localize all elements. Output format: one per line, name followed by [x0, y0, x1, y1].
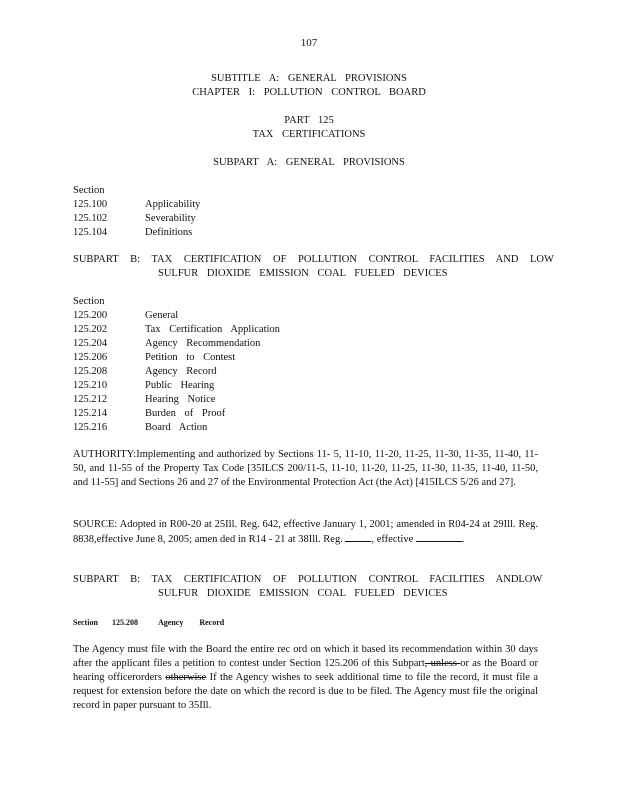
toc-b-num: 125.210	[73, 380, 108, 391]
part-heading: PART 125	[284, 115, 334, 126]
toc-b-title: Burden of Proof	[145, 408, 226, 419]
struck-text: , unless	[424, 658, 461, 669]
toc-b-title: Hearing Notice	[145, 394, 216, 405]
toc-b-num: 125.206	[73, 352, 108, 363]
subtitle-heading: SUBTITLE A: GENERAL PROVISIONS	[211, 73, 407, 84]
toc-a-num: 125.100	[73, 199, 108, 210]
body-text: If the Agency wishes to seek additional time to file the record, it must file a request for extension before the date on which the record is due to be filed. The Agency must file the original record in paper pursuant to 35Ill.	[73, 672, 539, 711]
toc-b-num: 125.208	[73, 366, 108, 377]
subpart-b-heading-line1: SUBPART B: TAX CERTIFICATION OF POLLUTION CONTROL FACILITIES AND LOW	[73, 254, 554, 265]
subpart-a-heading: SUBPART A: GENERAL PROVISIONS	[213, 157, 405, 168]
toc-b-title: Agency Recommendation	[145, 338, 261, 349]
blank-line	[416, 532, 462, 542]
toc-a-num: 125.102	[73, 213, 108, 224]
body-text: The Agency must file with the Board the entire rec ord on which it based its recommendation within 30 days after the applicant files a petition to contest under Section 125.206 of this Subpart	[73, 644, 538, 669]
toc-b-num: 125.214	[73, 408, 108, 419]
toc-b-num: 125.216	[73, 422, 108, 433]
toc-b-num: 125.202	[73, 324, 108, 335]
toc-a-num: 125.104	[73, 227, 108, 238]
subpart-b-heading-line2: SULFUR DIOXIDE EMISSION COAL FUELED DEVICES	[158, 268, 448, 279]
toc-a-section-label: Section	[73, 185, 105, 196]
toc-b-section-label: Section	[73, 296, 105, 307]
section-number: 125.208	[112, 618, 138, 627]
subpart-b-repeat-line2: SULFUR DIOXIDE EMISSION COAL FUELED DEVICES	[158, 588, 448, 599]
part-title: TAX CERTIFICATIONS	[252, 129, 366, 140]
body-text: or as the Board or hearing officerorders	[73, 658, 538, 683]
toc-b-title: Agency Record	[145, 366, 217, 377]
blank-line	[345, 532, 371, 542]
body-paragraph	[73, 643, 538, 713]
source-text: SOURCE: Adopted in R00-20 at 25Ill. Reg. 642, effective January 1, 2001; amended in R04-24 at 29Ill. Reg. 8838,effective June 8, 2005; amen ded in R14 - 21 at 38Ill. Reg.	[73, 519, 538, 545]
authority-paragraph: AUTHORITY:Implementing and authorized by Sections 11- 5, 11-10, 11-20, 11-25, 11-30, 11-35, 11-40, 11-50, and 11-55 of the Property Tax Code [35ILCS 200/11-5, 11-10, 11-20, 11-25, 11-30, 11-35, 11-40, 11-50, and 11-55] and Sections 26 and 27 of the Environmental Protection Act (the Act) [415ILCS 5/26 and 27].	[73, 449, 538, 488]
source-paragraph	[73, 518, 538, 547]
toc-a-title: Applicability	[145, 199, 201, 210]
toc-a-title: Definitions	[145, 227, 193, 238]
chapter-heading: CHAPTER I: POLLUTION CONTROL BOARD	[192, 87, 426, 98]
toc-b-title: Public Hearing	[145, 380, 215, 391]
toc-b-title: Tax Certification Application	[145, 324, 280, 335]
section-label: Section	[73, 618, 98, 627]
toc-b-num: 125.212	[73, 394, 108, 405]
toc-b-num: 125.204	[73, 338, 108, 349]
toc-b-title: Petition to Contest	[145, 352, 236, 363]
page-number: 107	[300, 37, 318, 49]
struck-text: otherwise	[165, 672, 207, 683]
toc-b-num: 125.200	[73, 310, 108, 321]
subpart-b-repeat-line1: SUBPART B: TAX CERTIFICATION OF POLLUTION CONTROL FACILITIES ANDLOW	[73, 574, 543, 585]
toc-a-title: Severability	[145, 213, 196, 224]
source-end: .	[461, 534, 465, 545]
source-tail: , effective	[371, 534, 414, 545]
toc-b-title: General	[145, 310, 179, 321]
section-title: Agency Record	[158, 618, 225, 627]
toc-b-title: Board Action	[145, 422, 208, 433]
